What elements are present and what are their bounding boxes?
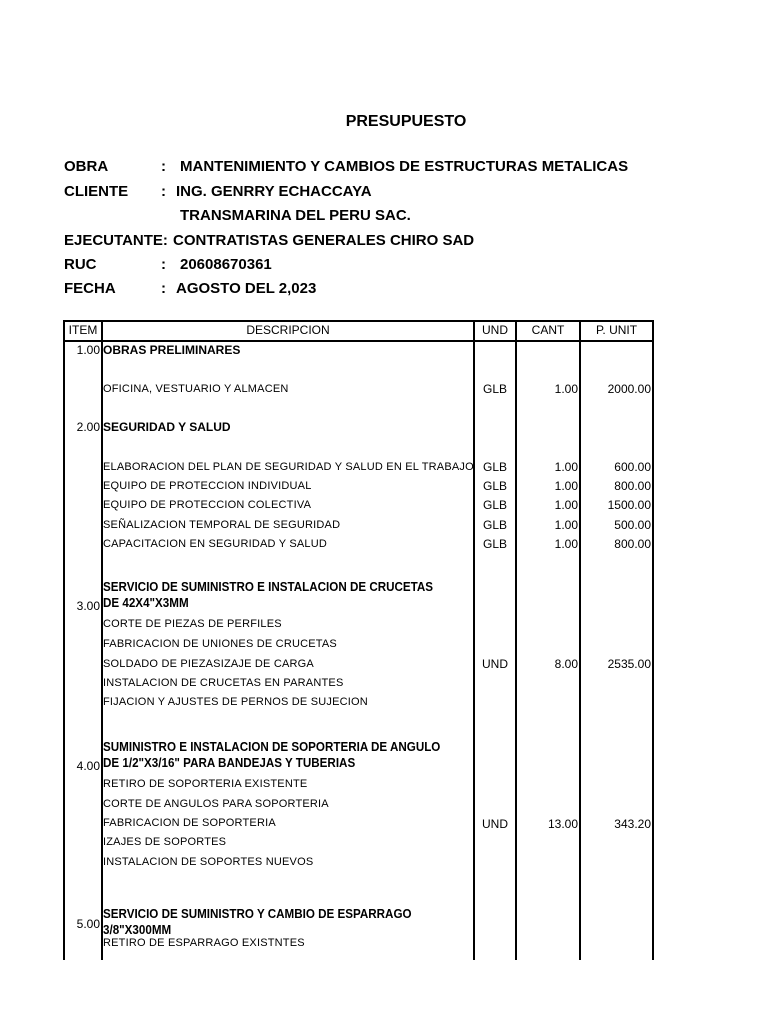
step-description: FIJACION Y AJUSTES DE PERNOS DE SUJECION [103, 696, 368, 708]
row-und: UND [482, 817, 508, 831]
step-description: RETIRO DE ESPARRAGO EXISTNTES [103, 937, 305, 949]
step-description: CORTE DE ANGULOS PARA SOPORTERIA [103, 798, 329, 810]
row-cant: 1.00 [554, 479, 578, 493]
table-header-border [63, 340, 654, 342]
step-description: INSTALACION DE CRUCETAS EN PARANTES [103, 677, 344, 689]
row-cant: 13.00 [547, 817, 578, 831]
row-description: EQUIPO DE PROTECCION INDIVIDUAL [103, 480, 312, 492]
row-punit: 600.00 [614, 460, 651, 474]
fecha-value: AGOSTO DEL 2,023 [176, 280, 317, 297]
row-description: SEÑALIZACION TEMPORAL DE SEGURIDAD [103, 519, 341, 531]
ejecutante-label: EJECUTANTE: [64, 232, 168, 249]
row-punit: 2000.00 [607, 382, 651, 396]
row-punit: 2535.00 [607, 657, 651, 671]
row-description: CAPACITACION EN SEGURIDAD Y SALUD [103, 538, 328, 550]
section-title: SERVICIO DE SUMINISTRO E INSTALACION DE CRUCETAS DE 42X4"X3MM [103, 580, 434, 610]
step-description: CORTE DE PIEZAS DE PERFILES [103, 618, 282, 630]
page-title: PRESUPUESTO [345, 113, 467, 130]
table-top-border [63, 320, 654, 322]
row-description: OFICINA, VESTUARIO Y ALMACEN [103, 383, 289, 395]
item-number: 3.00 [76, 599, 100, 613]
fecha-separator: : [161, 280, 166, 297]
step-description: SOLDADO DE PIEZASIZAJE DE CARGA [103, 658, 314, 670]
step-description: FABRICACION DE UNIONES DE CRUCETAS [103, 638, 337, 650]
row-und: GLB [482, 479, 507, 493]
ejecutante-value: CONTRATISTAS GENERALES CHIRO SAD [173, 232, 475, 249]
row-und: GLB [482, 382, 507, 396]
step-description: IZAJES DE SOPORTES [103, 836, 227, 848]
row-und: GLB [482, 518, 507, 532]
col-border-desc [473, 320, 475, 960]
row-und: GLB [482, 460, 507, 474]
step-description: INSTALACION DE SOPORTES NUEVOS [103, 856, 314, 868]
cliente-company: TRANSMARINA DEL PERU SAC. [180, 207, 411, 224]
cliente-label: CLIENTE [64, 183, 129, 200]
cliente-value: ING. GENRRY ECHACCAYA [176, 183, 372, 200]
ruc-value: 20608670361 [180, 256, 272, 273]
item-number: 1.00 [76, 343, 100, 357]
col-border-cant [579, 320, 581, 960]
column-header-cant: CANT [531, 323, 565, 337]
step-description: RETIRO DE SOPORTERIA EXISTENTE [103, 778, 308, 790]
row-cant: 8.00 [554, 657, 578, 671]
ruc-label: RUC [64, 256, 97, 273]
column-header-punit: P. UNIT [595, 323, 638, 337]
column-header-und: UND [482, 323, 508, 337]
obra-value: MANTENIMIENTO Y CAMBIOS DE ESTRUCTURAS METALICAS [180, 158, 629, 175]
budget-table [63, 320, 654, 960]
col-border-right [652, 320, 654, 960]
item-number: 2.00 [76, 420, 100, 434]
row-description: ELABORACION DEL PLAN DE SEGURIDAD Y SALUD EN EL TRABAJO [103, 461, 474, 473]
row-punit: 1500.00 [607, 498, 651, 512]
cliente-separator: : [161, 183, 166, 200]
section-title: OBRAS PRELIMINARES [103, 343, 241, 357]
step-description: FABRICACION DE SOPORTERIA [103, 817, 276, 829]
col-border-und [515, 320, 517, 960]
col-border-left [63, 320, 65, 960]
obra-separator: : [161, 158, 166, 175]
section-title: SUMINISTRO E INSTALACION DE SOPORTERIA DE ANGULO DE 1/2"X3/16" PARA BANDEJAS Y TUBERIAS [103, 740, 441, 770]
section-title: SERVICIO DE SUMINISTRO Y CAMBIO DE ESPARRAGO 3/8"X300MM [103, 907, 412, 937]
row-cant: 1.00 [554, 518, 578, 532]
ruc-separator: : [161, 256, 166, 273]
column-header-item: ITEM [68, 323, 98, 337]
row-description: EQUIPO DE PROTECCION COLECTIVA [103, 499, 312, 511]
obra-label: OBRA [64, 158, 109, 175]
row-punit: 343.20 [614, 817, 651, 831]
row-cant: 1.00 [554, 498, 578, 512]
row-punit: 500.00 [614, 518, 651, 532]
row-punit: 800.00 [614, 479, 651, 493]
row-und: GLB [482, 537, 507, 551]
fecha-label: FECHA [64, 280, 116, 297]
row-cant: 1.00 [554, 460, 578, 474]
row-cant: 1.00 [554, 382, 578, 396]
row-cant: 1.00 [554, 537, 578, 551]
column-header-descripcion: DESCRIPCION [246, 323, 330, 337]
row-punit: 800.00 [614, 537, 651, 551]
row-und: UND [482, 657, 508, 671]
item-number: 4.00 [76, 759, 100, 773]
row-und: GLB [482, 498, 507, 512]
section-title: SEGURIDAD Y SALUD [103, 420, 231, 434]
item-number: 5.00 [76, 917, 100, 931]
